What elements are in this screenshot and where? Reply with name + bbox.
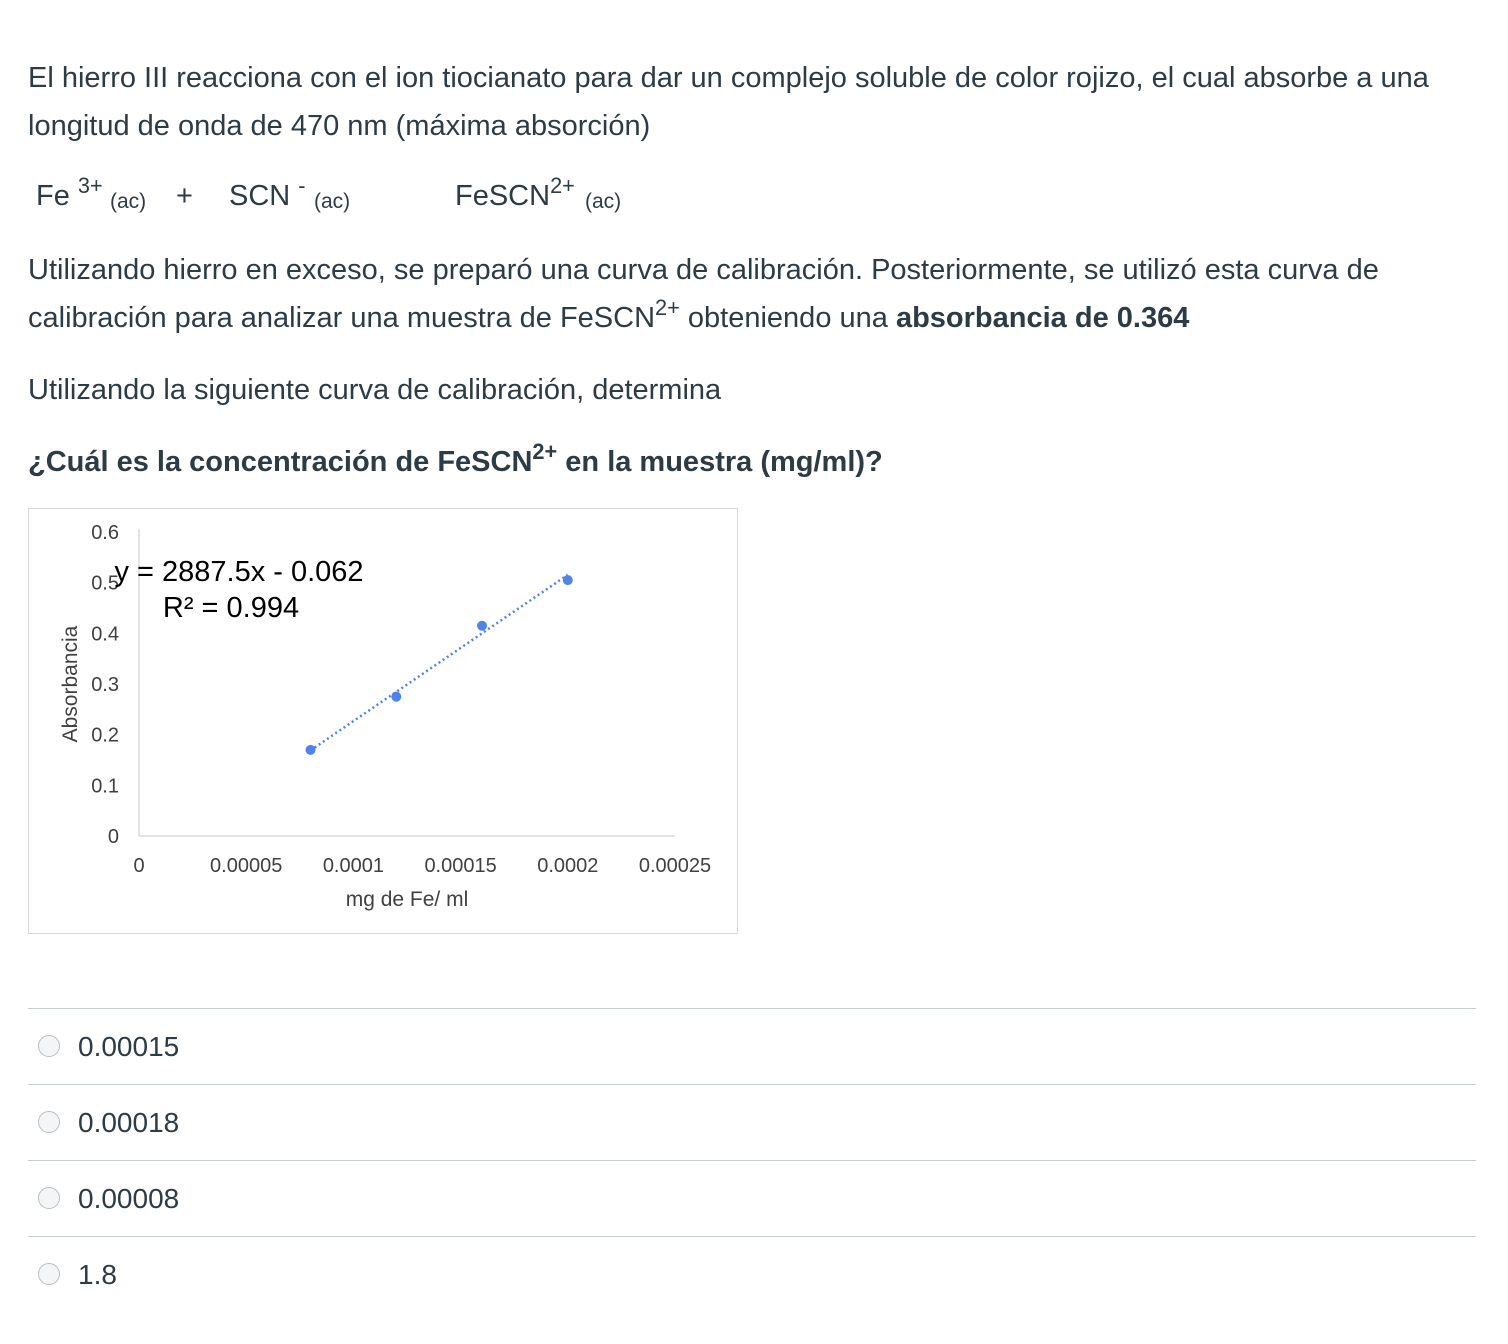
question-text: ¿Cuál es la concentración de FeSCN$^{2+}$ en la muestra (mg/ml)?	[28, 439, 883, 478]
answer-label[interactable]: 0.00018	[78, 1107, 180, 1138]
radio-button[interactable]	[38, 1111, 60, 1133]
x-axis-title: mg de Fe/ ml	[345, 888, 469, 911]
phase-label: (ac)	[314, 190, 351, 213]
reactant-scn: SCN -	[229, 173, 306, 212]
answer-option[interactable]	[28, 1008, 1476, 1084]
absorbance-value: absorbancia de 0.364	[895, 302, 1190, 334]
y-tick-label: 0.5	[91, 572, 119, 595]
x-tick-label: 0.00015	[424, 855, 497, 877]
data-point	[563, 575, 573, 585]
y-axis-title: Absorbancia	[59, 625, 82, 743]
phase-label: (ac)	[110, 190, 147, 213]
instruction-text: Utilizando la siguiente curva de calibración, determina	[28, 374, 722, 406]
plus-sign: +	[176, 180, 193, 212]
y-tick-label: 0.4	[91, 623, 119, 646]
y-tick-label: 0.1	[91, 775, 119, 798]
answer-option[interactable]	[28, 1160, 1476, 1236]
chart-canvas	[29, 509, 739, 935]
answer-option[interactable]	[28, 1236, 1476, 1312]
x-tick-label: 0.0001	[322, 855, 384, 877]
intro-paragraph: El hierro III reacciona con el ion tiocianato para dar un complejo soluble de color rojizo, el cual absorbe a una longitud de onda de 470 nm (máxima absorción)	[28, 62, 1429, 142]
answer-label[interactable]: 1.8	[78, 1259, 117, 1290]
radio-button[interactable]	[38, 1187, 60, 1209]
y-tick-label: 0.6	[91, 522, 119, 544]
x-tick-label: 0.00025	[638, 855, 712, 877]
procedure-paragraph: Utilizando hierro en exceso, se preparó una curva de calibración. Posteriormente, se utilizó esta curva de calibración para analizar una muestra de FeSCN$^{2+}$ obteniendo una absorbancia de 0.364	[28, 254, 1379, 334]
data-point	[391, 692, 401, 702]
x-tick-label: 0	[133, 855, 145, 877]
x-tick-label: 0.00005	[210, 855, 283, 877]
answer-label[interactable]: 0.00008	[78, 1183, 180, 1214]
phase-label: (ac)	[585, 190, 622, 213]
reactant-fe: Fe $^{3+}$	[36, 173, 103, 212]
radio-button[interactable]	[38, 1263, 60, 1285]
x-tick-labels	[133, 855, 711, 877]
answer-label[interactable]: 0.00015	[78, 1031, 180, 1062]
y-tick-label: 0.2	[91, 724, 119, 747]
answer-option[interactable]	[28, 1084, 1476, 1160]
y-tick-label: 0.3	[91, 674, 119, 696]
x-tick-label: 0.0002	[537, 855, 599, 877]
r-squared-label: R² = 0.994	[162, 592, 300, 624]
radio-button[interactable]	[38, 1035, 60, 1057]
trendline-equation: y = 2887.5x - 0.062	[114, 556, 364, 588]
product-fescn: FeSCN$^{2+}$	[455, 173, 575, 212]
data-point	[477, 621, 487, 631]
data-point	[306, 745, 316, 755]
calibration-chart	[28, 508, 738, 934]
y-tick-label: 0	[107, 826, 119, 848]
trendline	[311, 575, 568, 751]
